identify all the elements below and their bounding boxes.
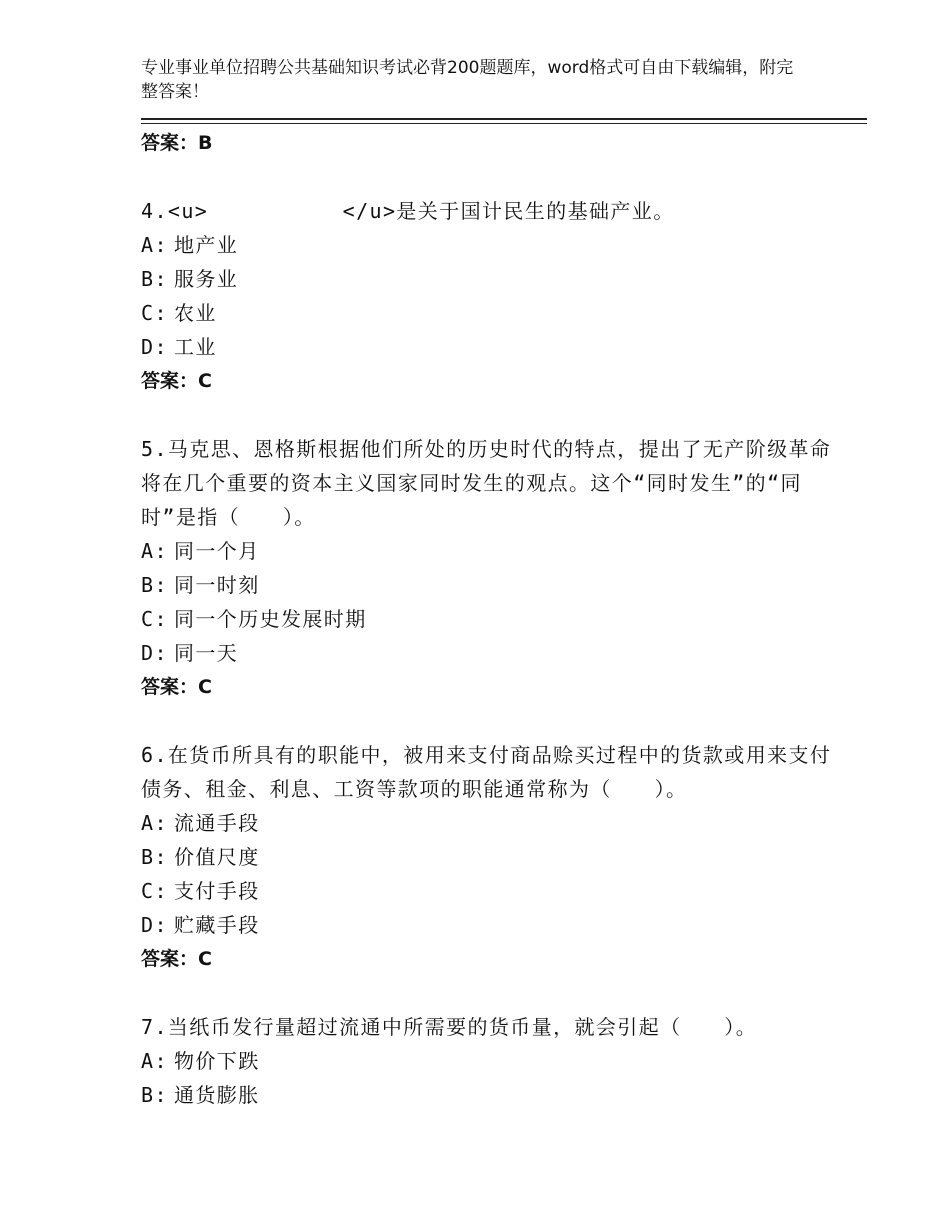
option-b <box>141 1078 841 1112</box>
option-key: C: <box>141 301 168 325</box>
option-c <box>141 602 841 636</box>
question-number: 7. <box>141 1015 168 1039</box>
question-number: 5. <box>141 437 168 461</box>
option-key: A: <box>141 233 168 257</box>
option-c <box>141 296 841 330</box>
answer-value: B <box>198 132 213 154</box>
option-text: 价值尺度 <box>174 845 260 869</box>
option-text: 地产业 <box>174 233 239 257</box>
option-key: C: <box>141 879 168 903</box>
option-a <box>141 228 841 262</box>
option-key: A: <box>141 1049 168 1073</box>
option-text: 通货膨胀 <box>174 1083 260 1107</box>
option-key: A: <box>141 811 168 835</box>
option-a <box>141 534 841 568</box>
question-text <box>141 194 841 228</box>
option-key: B: <box>141 267 168 291</box>
header-rule-thick <box>141 118 867 120</box>
option-c <box>141 874 841 908</box>
option-text: 工业 <box>174 335 217 359</box>
question-number: 4. <box>141 199 168 223</box>
header-rule-thin <box>141 123 867 124</box>
option-text: 农业 <box>174 301 217 325</box>
answer-line <box>141 942 841 976</box>
option-b <box>141 262 841 296</box>
question-text <box>141 432 841 534</box>
option-text: 服务业 <box>174 267 239 291</box>
answer-label: 答案： <box>141 676 199 698</box>
answer-label: 答案： <box>141 370 199 392</box>
option-key: A: <box>141 539 168 563</box>
option-key: D: <box>141 913 168 937</box>
answer-value: C <box>198 948 212 970</box>
answer-label: 答案： <box>141 132 199 154</box>
answer-line <box>141 364 841 398</box>
question-body: 在货币所具有的职能中，被用来支付商品赊买过程中的货款或用来支付债务、租金、利息、工资等款项的职能通常称为（ ）。 <box>141 743 832 801</box>
option-b <box>141 840 841 874</box>
option-d <box>141 908 841 942</box>
answer-line <box>141 670 841 704</box>
question-body: <u> </u>是关于国计民生的基础产业。 <box>167 199 675 223</box>
option-text: 同一时刻 <box>174 573 260 597</box>
option-b <box>141 568 841 602</box>
option-key: B: <box>141 1083 168 1107</box>
option-text: 贮藏手段 <box>174 913 260 937</box>
answer-line <box>141 126 841 160</box>
option-key: B: <box>141 573 168 597</box>
option-d <box>141 636 841 670</box>
question-text <box>141 1010 841 1044</box>
option-d <box>141 330 841 364</box>
option-text: 同一天 <box>174 641 239 665</box>
answer-value: C <box>198 370 212 392</box>
option-key: B: <box>141 845 168 869</box>
option-text: 流通手段 <box>174 811 260 835</box>
option-text: 物价下跌 <box>174 1049 260 1073</box>
document-header: 专业事业单位招聘公共基础知识考试必背200题题库，word格式可自由下载编辑，附完整答案！ <box>141 58 794 102</box>
option-text: 同一个月 <box>174 539 260 563</box>
question-text <box>141 738 841 806</box>
question-list <box>141 126 841 1112</box>
option-key: D: <box>141 335 168 359</box>
option-a <box>141 806 841 840</box>
option-key: C: <box>141 607 168 631</box>
question-body: 马克思、恩格斯根据他们所处的历史时代的特点，提出了无产阶级革命将在几个重要的资本主义国家同时发生的观点。这个“同时发生”的“同时”是指（ ）。 <box>141 437 832 529</box>
option-text: 同一个历史发展时期 <box>174 607 367 631</box>
answer-label: 答案： <box>141 948 199 970</box>
answer-value: C <box>198 676 212 698</box>
option-key: D: <box>141 641 168 665</box>
question-number: 6. <box>141 743 168 767</box>
question-body: 当纸币发行量超过流通中所需要的货币量，就会引起（ ）。 <box>167 1015 758 1039</box>
option-text: 支付手段 <box>174 879 260 903</box>
option-a <box>141 1044 841 1078</box>
